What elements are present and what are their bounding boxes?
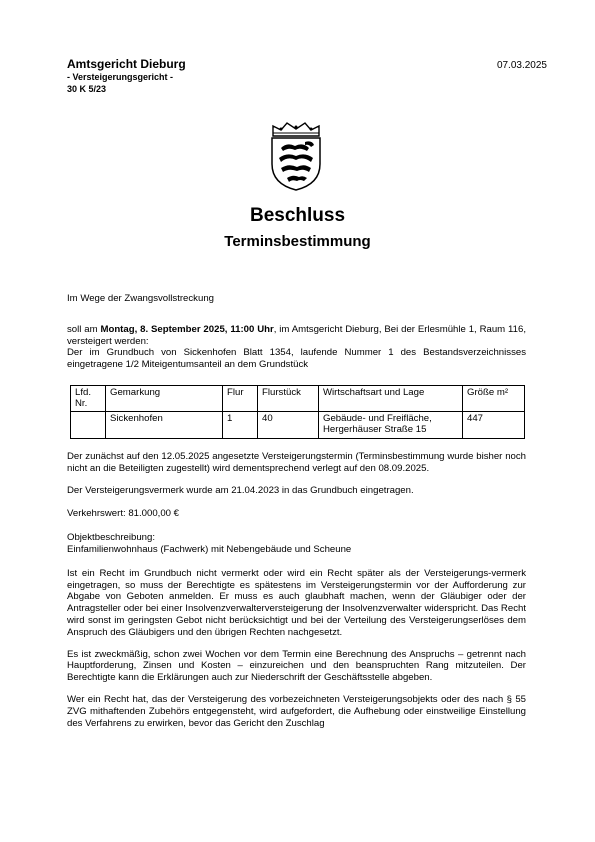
document-body xyxy=(67,293,526,739)
table-header: Wirtschaftsart und Lage xyxy=(319,385,463,411)
property-table xyxy=(70,385,525,439)
rescheduling-text: Der zunächst auf den 12.05.2025 angesetzte Versteigerungstermin (Terminsbestimmung wurde bisher noch nicht an die Beteiligten zugestellt) wird dementsprechend verlegt auf den 08.09.2025. xyxy=(67,450,526,474)
document-date: 07.03.2025 xyxy=(496,60,547,71)
description-text: Einfamilienwohnhaus (Fachwerk) mit Nebengebäude und Scheune xyxy=(67,543,352,555)
auction-pre: soll am xyxy=(67,323,101,335)
table-cell: 447 xyxy=(463,411,525,438)
table-header: Größe m² xyxy=(463,385,525,411)
auction-date-time: Montag, 8. September 2025, 11:00 Uhr xyxy=(100,323,274,335)
calculation-notice: Es ist zweckmäßig, schon zwei Wochen vor dem Termin eine Berechnung des Anspruchs – getrennt nach Hauptforderung, Zinsen und Kosten – einzureichen und den beanspruchten Rang mitzuteilen. Der Berechtigte kann die Erklärungen auch zur Niederschrift der Geschäftsstelle abgeben. xyxy=(67,648,526,684)
registration-note: Der Versteigerungsvermerk wurde am 21.04.2023 in das Grundbuch eingetragen. xyxy=(67,484,414,496)
file-number: 30 K 5/23 xyxy=(67,84,107,94)
table-header: Flurstück xyxy=(258,385,319,411)
table-cell: 1 xyxy=(223,411,258,438)
market-value: Verkehrswert: 81.000,00 € xyxy=(67,508,179,520)
table-header: Flur xyxy=(223,385,258,411)
auction-paragraph xyxy=(67,324,526,348)
table-cell: Sickenhofen xyxy=(106,411,223,438)
table-header-row xyxy=(71,385,525,411)
court-header xyxy=(67,58,186,95)
description-label: Objektbeschreibung: xyxy=(67,532,155,544)
table-cell xyxy=(71,411,106,438)
auction-object: Der im Grundbuch von Sickenhofen Blatt 1354, laufende Nummer 1 des Bestandsverzeichnisses eingetragene 1/2 Miteigentumsanteil an dem Grundstück xyxy=(67,347,526,371)
table-cell: Gebäude- und Freifläche, Hergerhäuser Straße 15 xyxy=(319,411,463,438)
document-title: Beschluss xyxy=(249,205,346,226)
table-header: Gemarkung xyxy=(106,385,223,411)
objection-notice: Wer ein Recht hat, das der Versteigerung des vorbezeichneten Versteigerungsobjekts oder des nach § 55 ZVG mithaftenden Zubehörs entgegensteht, wird aufgefordert, die Aufhebung oder einstweilige Einstellung des Verfahrens zu erwirken, bevor das Gericht den Zuschlag xyxy=(67,693,526,729)
table-header: Lfd. Nr. xyxy=(71,385,106,411)
document-subtitle: Terminsbestimmung xyxy=(224,233,371,250)
table-cell: 40 xyxy=(258,411,319,438)
table-row xyxy=(71,411,525,438)
court-name: Amtsgericht Dieburg xyxy=(67,57,186,71)
intro-text: Im Wege der Zwangsvollstreckung xyxy=(67,293,214,304)
auction-post: , im Amtsgericht Dieburg, Bei der Erlesmühle 1, Raum 116, versteigert werden: xyxy=(67,323,526,347)
court-subtitle: - Versteigerungsgericht - xyxy=(67,72,174,82)
rights-notice: Ist ein Recht im Grundbuch nicht vermerkt oder wird ein Recht später als der Versteigerungs-vermerk eingetragen, so muss der Berechtigte es spätestens im Versteigerungstermin vor der Aufforderung zur Abgabe von Geboten anmelden. Er muss es auch glaubhaft machen, wenn der Gläubiger oder der Antragsteller oder bei einer Insolvenzverwalterversteigerung der Insolvenzverwalter widerspricht. Das Recht wird sonst im geringsten Gebot nicht berücksichtigt und bei der Verteilung des Versteigerungserlöses dem Anspruch des Gläubigers und den übrigen Rechten nachgesetzt. xyxy=(67,567,526,638)
hesse-crest-icon xyxy=(267,120,325,192)
